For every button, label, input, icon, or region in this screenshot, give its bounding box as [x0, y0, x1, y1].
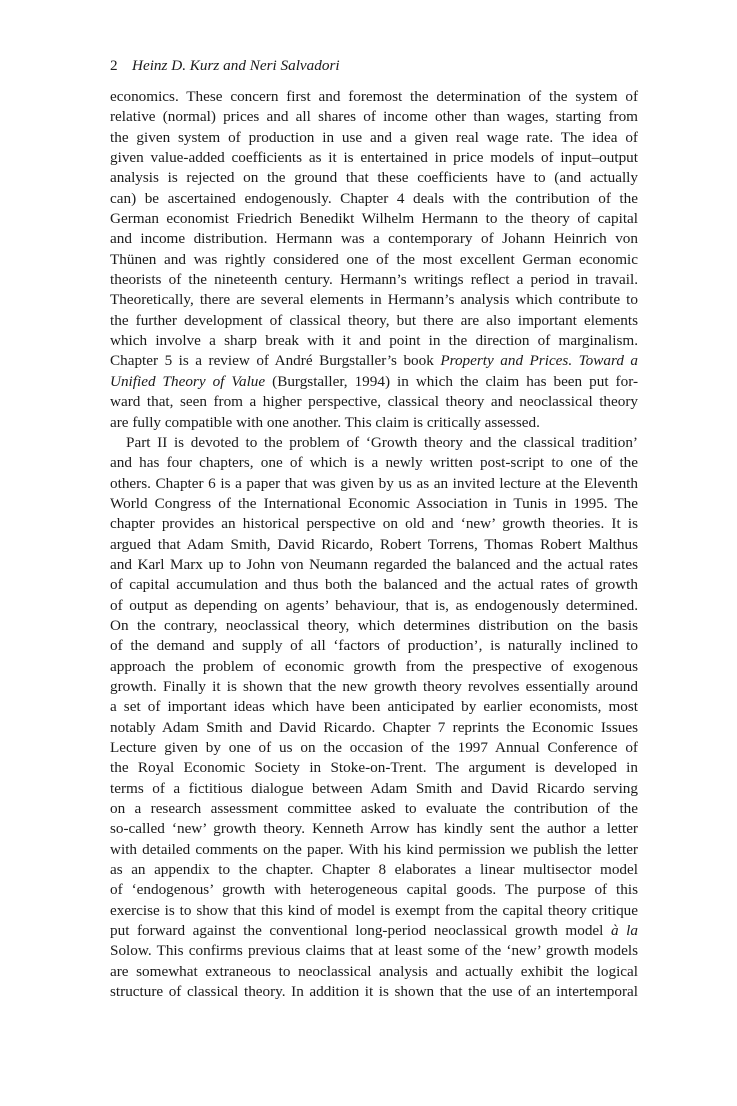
text-line: as an appendix to the chapter. Chapter 8 elaborates a linear multisector model: [110, 861, 638, 879]
text-line: a set of important ideas which have been anticipated by earlier economists, most: [110, 698, 638, 716]
text-line: others. Chapter 6 is a paper that was given by us as an invited lecture at the Eleventh: [110, 474, 638, 492]
page-number: 2: [110, 57, 118, 74]
text-line: argued that Adam Smith, David Ricardo, Robert Torrens, Thomas Robert Malthus: [110, 535, 638, 553]
text-line: the given system of production in use and a given real wage rate. The idea of: [110, 128, 638, 146]
text-line: the further development of classical theory, but there are also important elements: [110, 311, 638, 329]
text-line: notably Adam Smith and David Ricardo. Chapter 7 reprints the Economic Issues: [110, 718, 638, 736]
text-line: Part II is devoted to the problem of ‘Growth theory and the classical tradition’: [126, 433, 638, 451]
text-line: of output as depending on agents’ behaviour, that is, as endogenously determined.: [110, 596, 638, 614]
text-line: World Congress of the International Economic Association in Tunis in 1995. The: [110, 494, 638, 512]
text-line: ward that, seen from a higher perspective, classical theory and neoclassical theory: [110, 393, 638, 411]
text-line: theorists of the nineteenth century. Hermann’s writings reflect a period in travail.: [110, 271, 638, 289]
text-line: on a research assessment committee asked to evaluate the contribution of the: [110, 800, 638, 818]
text-line: of ‘endogenous’ growth with heterogeneous capital goods. The purpose of this: [110, 881, 638, 899]
text-line: of the demand and supply of all ‘factors of production’, is naturally inclined to: [110, 637, 638, 655]
text-line: Thünen and was rightly considered one of the most excellent German economic: [110, 250, 638, 268]
text-line: are somewhat extraneous to neoclassical analysis and actually exhibit the logical: [110, 962, 638, 980]
text-line: exercise is to show that this kind of model is exempt from the capital theory critique: [110, 901, 638, 919]
text-line: Solow. This confirms previous claims that at least some of the ‘new’ growth models: [110, 942, 638, 960]
text-line: can) be ascertained endogenously. Chapter 4 deals with the contribution of the: [110, 189, 638, 207]
text-line: analysis is rejected on the ground that these coefficients have to (and actually: [110, 169, 638, 187]
text-line: growth. Finally it is shown that the new growth theory revolves essentially around: [110, 677, 638, 695]
running-head: [110, 54, 638, 78]
text-line: and income distribution. Hermann was a contemporary of Johann Heinrich von: [110, 230, 638, 248]
text-line: which involve a sharp break with it and point in the direction of marginalism.: [110, 332, 638, 350]
text-line: relative (normal) prices and all shares of income other than wages, starting from: [110, 108, 638, 126]
text-line: On the contrary, neoclassical theory, which determines distribution on the basis: [110, 616, 638, 634]
text-fragment: (Burgstaller, 1994) in which the claim has been put for-: [265, 372, 639, 390]
book-title-italic: Unified Theory of Value: [110, 372, 266, 390]
text-line-with-italic: [110, 921, 638, 941]
text-line: are fully compatible with one another. This claim is critically assessed.: [110, 413, 540, 431]
italic-phrase: à la: [610, 922, 638, 940]
text-fragment: Chapter 5 is a review of André Burgstaller’s book: [110, 352, 441, 370]
text-fragment: put forward against the conventional long-period neoclassical growth model: [110, 922, 611, 940]
book-page: [110, 54, 638, 1002]
text-line: so-called ‘new’ growth theory. Kenneth Arrow has kindly sent the author a letter: [110, 820, 638, 838]
text-line-with-book-title: [110, 372, 638, 392]
text-line: of capital accumulation and thus both the balanced and the actual rates of growth: [110, 576, 638, 594]
text-line: with detailed comments on the paper. With his kind permission we publish the letter: [110, 840, 638, 858]
text-line: given value-added coefficients as it is entertained in price models of input–output: [110, 149, 638, 167]
text-line: chapter provides an historical perspective on old and ‘new’ growth theories. It is: [110, 515, 638, 533]
text-line: German economist Friedrich Benedikt Wilhelm Hermann to the theory of capital: [110, 210, 638, 228]
text-line: and Karl Marx up to John von Neumann regarded the balanced and the actual rates: [110, 555, 638, 573]
text-line: the Royal Economic Society in Stoke-on-Trent. The argument is developed in: [110, 759, 638, 777]
text-line: economics. These concern first and foremost the determination of the system of: [110, 88, 638, 105]
text-line: Lecture given by one of us on the occasion of the 1997 Annual Conference of: [110, 739, 638, 756]
text-line: approach the problem of economic growth from the prespective of exogenous: [110, 657, 638, 675]
paragraph-1: [110, 87, 638, 433]
text-line: structure of classical theory. In addition it is shown that the use of an intertemporal: [110, 983, 638, 1001]
running-head-authors: Heinz D. Kurz and Neri Salvadori: [132, 57, 340, 74]
text-line: terms of a fictitious dialogue between Adam Smith and David Ricardo serving: [110, 779, 638, 797]
text-line-with-book-title: [110, 351, 638, 371]
paragraph-2: [110, 433, 638, 1003]
book-title-italic: Property and Prices. Toward a: [440, 352, 639, 370]
text-line: Theoretically, there are several elements in Hermann’s analysis which contribute to: [110, 291, 638, 309]
text-line: and has four chapters, one of which is a newly written post-script to one of the: [110, 454, 638, 472]
